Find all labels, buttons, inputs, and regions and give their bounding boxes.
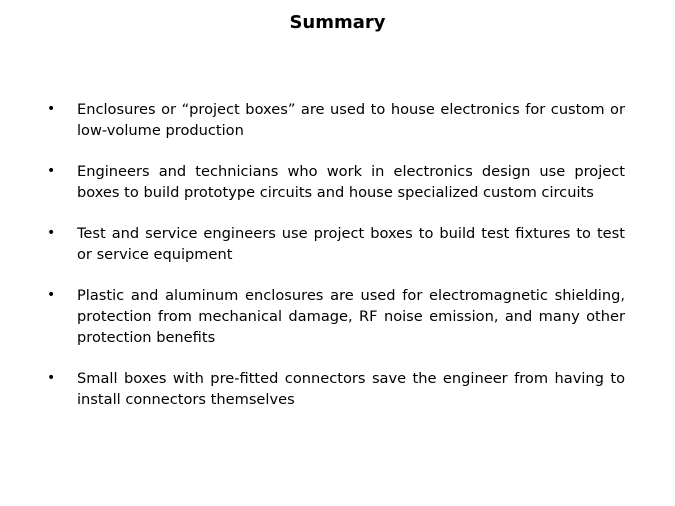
- bullet-marker: •: [47, 287, 56, 303]
- list-item: [47, 99, 627, 141]
- bullet-text: Engineers and technicians who work in electronics design use project boxes to build prototype circuits and house specialized custom circuits: [77, 163, 625, 201]
- page-title: Summary: [289, 12, 386, 33]
- bullet-text: Plastic and aluminum enclosures are used for electromagnetic shielding, protection from mechanical damage, RF noise emission, and many other protection benefits: [77, 287, 625, 346]
- bullet-text: Test and service engineers use project boxes to build test fixtures to test or service equipment: [77, 225, 625, 263]
- list-item: [47, 161, 627, 203]
- list-item: [47, 368, 627, 410]
- bullet-marker: •: [47, 101, 56, 117]
- bullet-marker: •: [47, 370, 56, 386]
- bullet-list: [47, 99, 627, 430]
- bullet-marker: •: [47, 163, 56, 179]
- bullet-text: Enclosures or “project boxes” are used to house electronics for custom or low-volume production: [77, 101, 625, 139]
- bullet-marker: •: [47, 225, 56, 241]
- list-item: [47, 223, 627, 265]
- bullet-text: Small boxes with pre-fitted connectors save the engineer from having to install connectors themselves: [77, 370, 625, 408]
- list-item: [47, 285, 627, 348]
